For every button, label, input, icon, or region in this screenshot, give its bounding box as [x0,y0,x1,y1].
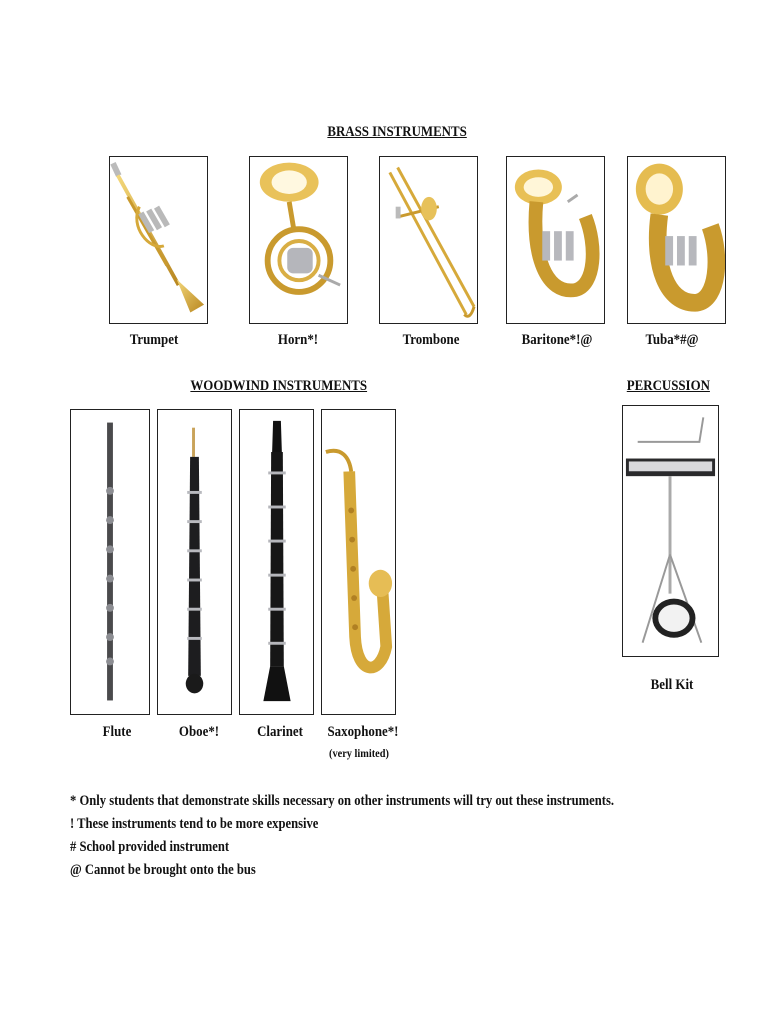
saxophone-image [321,409,396,715]
baritone-label: Baritone*!@ [521,332,593,348]
baritone-image [506,156,605,324]
percussion-heading: PERCUSSION [626,378,710,394]
trombone-label: Trombone [402,332,460,348]
legend-asterisk-note: * Only students that demonstrate skills necessary on other instruments will try out these instruments. [70,793,615,809]
trombone-image [379,156,478,324]
woodwind-heading: WOODWIND INSTRUMENTS [190,378,368,394]
trumpet-image [109,156,208,324]
horn-image [249,156,348,324]
tuba-image [627,156,726,324]
tuba-label: Tuba*#@ [645,332,699,348]
oboe-label: Oboe*! [178,724,220,740]
saxophone-note: (very limited) [329,746,389,760]
horn-label: Horn*! [277,332,319,348]
legend-exclamation-note: ! These instruments tend to be more expensive [70,816,319,832]
legend-at-note: @ Cannot be brought onto the bus [70,862,256,878]
flute-image [70,409,150,715]
bell-kit-label: Bell Kit [650,677,694,693]
legend-hash-note: # School provided instrument [70,839,230,855]
oboe-image [157,409,232,715]
clarinet-image [239,409,314,715]
saxophone-label: Saxophone*! [327,724,399,740]
bell-kit-image [622,405,719,657]
flute-label: Flute [102,724,132,740]
legend [70,790,718,882]
trumpet-label: Trumpet [129,332,179,348]
brass-heading: BRASS INSTRUMENTS [327,124,467,140]
clarinet-label: Clarinet [257,724,303,740]
